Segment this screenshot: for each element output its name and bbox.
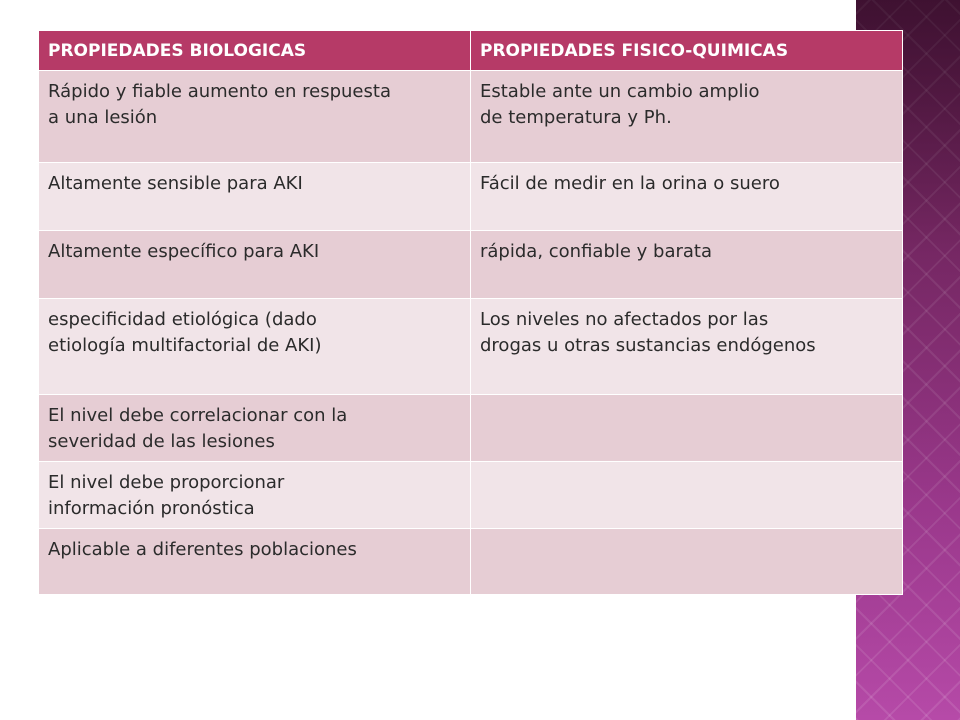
table-cell-biological xyxy=(39,163,471,231)
cell-line: El nivel debe correlacionar con la xyxy=(48,405,348,426)
header-biological: PROPIEDADES BIOLOGICAS xyxy=(39,31,471,71)
table-cell-physicochemical xyxy=(471,299,903,395)
table-row xyxy=(39,462,903,529)
cell-line: Estable ante un cambio amplio xyxy=(480,81,760,102)
cell-line: de temperatura y Ph. xyxy=(480,107,672,128)
cell-line: severidad de las lesiones xyxy=(48,431,275,452)
cell-line: Altamente sensible para AKI xyxy=(48,173,303,194)
table-header-row xyxy=(39,31,903,71)
cell-line: Los niveles no afectados por las xyxy=(480,309,769,330)
cell-line: Aplicable a diferentes poblaciones xyxy=(48,539,357,560)
table-cell-physicochemical xyxy=(471,462,903,529)
cell-line: a una lesión xyxy=(48,107,158,128)
table-cell-biological xyxy=(39,529,471,595)
table-row xyxy=(39,529,903,595)
cell-line: Fácil de medir en la orina o suero xyxy=(480,173,780,194)
properties-table xyxy=(38,30,903,595)
table-row xyxy=(39,299,903,395)
table-cell-physicochemical xyxy=(471,231,903,299)
table-row xyxy=(39,71,903,163)
table-cell-biological xyxy=(39,299,471,395)
cell-line: Altamente específico para AKI xyxy=(48,241,320,262)
table-cell-biological xyxy=(39,71,471,163)
cell-line: información pronóstica xyxy=(48,498,255,519)
table-cell-physicochemical xyxy=(471,163,903,231)
cell-line: El nivel debe proporcionar xyxy=(48,472,285,493)
table-cell-physicochemical xyxy=(471,71,903,163)
cell-line: etiología multifactorial de AKI) xyxy=(48,335,322,356)
table-cell-biological xyxy=(39,231,471,299)
table-cell-biological xyxy=(39,395,471,462)
cell-line: drogas u otras sustancias endógenos xyxy=(480,335,816,356)
table-row xyxy=(39,395,903,462)
table-cell-physicochemical xyxy=(471,529,903,595)
cell-line: especificidad etiológica (dado xyxy=(48,309,317,330)
table-row xyxy=(39,231,903,299)
table-cell-physicochemical xyxy=(471,395,903,462)
table-row xyxy=(39,163,903,231)
header-physicochemical: PROPIEDADES FISICO-QUIMICAS xyxy=(471,31,903,71)
table-cell-biological xyxy=(39,462,471,529)
cell-line: rápida, confiable y barata xyxy=(480,241,713,262)
cell-line: Rápido y fiable aumento en respuesta xyxy=(48,81,391,102)
properties-table-container xyxy=(38,30,902,595)
